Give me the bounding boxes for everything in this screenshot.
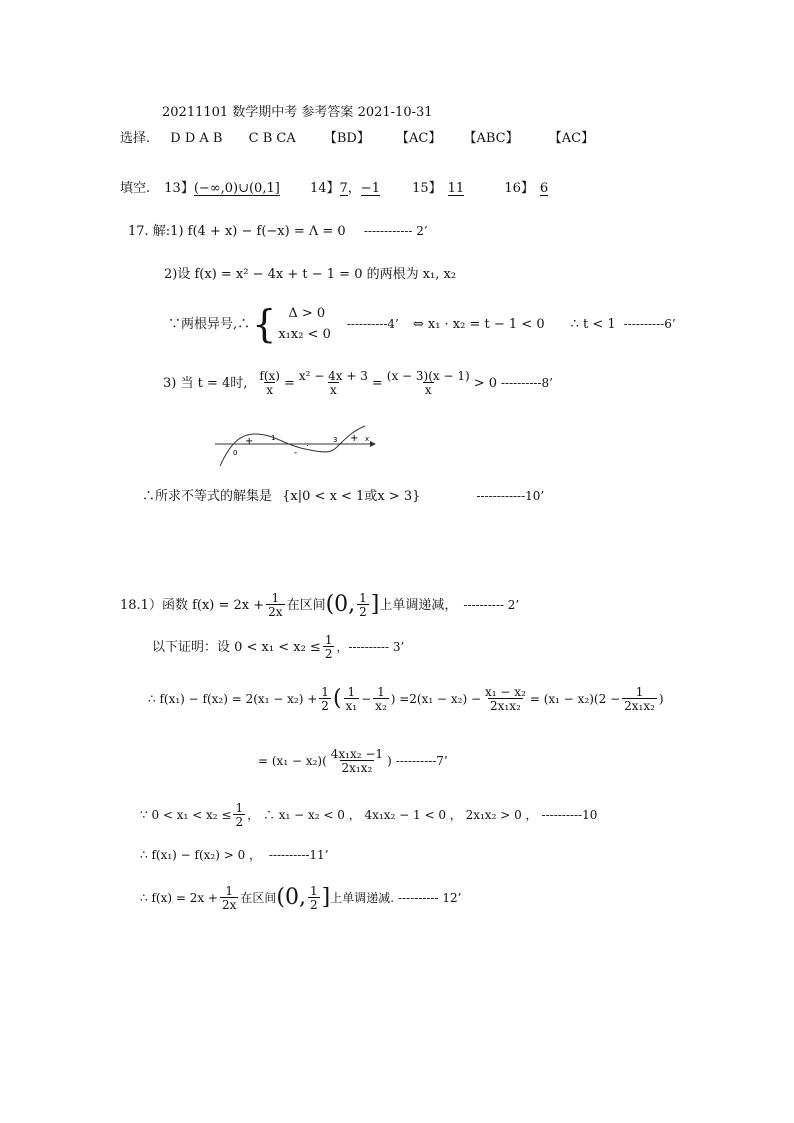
p18-step-6: ∴ f(x₁) − f(x₂) > 0 ， bbox=[140, 848, 262, 862]
p17-score-1: ------------ 2’ bbox=[363, 224, 428, 238]
p18-step-3-c: ) =2(x₁ − x₂) − bbox=[390, 692, 482, 706]
p18-step-3-a: ∴ f(x₁) − f(x₂) = 2(x₁ − x₂) + bbox=[148, 692, 318, 706]
choice-label: 选择. bbox=[120, 131, 151, 146]
p17-step-3-mid: ⇔ x₁ · x₂ = t − 1 < 0 bbox=[412, 316, 545, 332]
p17-step-3-pre: ∵两根异号,∴ bbox=[168, 316, 251, 332]
choice-answers-1: D D A B bbox=[170, 131, 223, 146]
p18-step-7-mid: 在区间 bbox=[240, 891, 277, 905]
p17-line-3 bbox=[168, 302, 676, 346]
p18-line-6 bbox=[140, 849, 329, 861]
page-title: 20211101 数学期中考 参考答案 2021-10-31 bbox=[162, 105, 433, 120]
sign-plus-1: + bbox=[245, 436, 254, 447]
p18-line-3 bbox=[148, 686, 664, 712]
p17-step-4-pre: 3) 当 t = 4时, bbox=[163, 375, 248, 391]
p18-line-5 bbox=[140, 802, 597, 828]
p18-step-7-pre: ∴ f(x) = 2x + bbox=[140, 891, 218, 905]
sign-dot: . bbox=[306, 439, 309, 449]
p18-score-4: ----------7’ bbox=[395, 754, 448, 768]
p18-interval-close: ] bbox=[370, 592, 380, 617]
p17-conditions bbox=[278, 307, 331, 341]
p18-score-5: ----------10 bbox=[541, 808, 598, 822]
p18-interval-fraction: 1 2 bbox=[359, 591, 367, 619]
fill-answer-16: 6 bbox=[539, 181, 549, 196]
p18-paren-open: ( bbox=[332, 686, 342, 711]
p18-step-1-mid: 在区间 bbox=[286, 597, 326, 613]
p17-step-4-post: > 0 bbox=[473, 375, 497, 391]
p18-score-2: ，---------- 3’ bbox=[336, 640, 405, 654]
p18-fraction-result: 4x₁x₂ −1 2x₁x₂ bbox=[330, 747, 384, 775]
choice-answers-2: C B CA bbox=[248, 131, 296, 146]
p18-fraction-last: $\frac{1}{\text{2x₁x₂}}$ bbox=[624, 685, 655, 713]
fill-q16: 16】 bbox=[504, 181, 534, 196]
label-one: 1 bbox=[271, 434, 276, 442]
sign-graph-figure bbox=[210, 422, 380, 472]
p18-step-5-b: ， ∴ x₁ − x₂ < 0 ， 4x₁x₂ − 1 < 0 ， 2x₁x₂ > 0 ， bbox=[247, 808, 538, 822]
p18-fraction-inv-x1: 1 x₁ bbox=[345, 685, 358, 713]
p18-fraction-1: $\frac{1}{2x}$ bbox=[268, 591, 283, 619]
fill-answer-14a: 7 bbox=[339, 181, 348, 196]
p18-fraction-7: $\frac{1}{2x}$ bbox=[221, 884, 237, 912]
p17-line-2: 2)设 f(x) = x² − 4x + t − 1 = 0 的两根为 x₁, x₂ bbox=[164, 267, 457, 282]
p17-fraction-1: $\frac{f(x)}{x}$ bbox=[259, 369, 280, 397]
fill-q13: 13】 bbox=[164, 181, 194, 196]
p18-step-1-post: 上单调递减， bbox=[379, 597, 458, 613]
sign-curve bbox=[220, 426, 365, 466]
p18-line-2 bbox=[152, 634, 404, 660]
p17-score-4: ----------8’ bbox=[500, 376, 553, 390]
p18-fraction-2: $\frac{1}{2}$ bbox=[324, 633, 333, 661]
p18-line-4 bbox=[258, 748, 448, 774]
fill-row bbox=[120, 182, 548, 196]
fill-answer-13: (−∞,0)∪(0,1] bbox=[193, 181, 280, 196]
p18-score-6: ----------11’ bbox=[268, 848, 329, 862]
p17-solution-set: {x|0 < x < 1或x > 3} bbox=[282, 489, 421, 504]
p17-step-1: 17. 解:1) f(4 + x) − f(−x) = Λ = 0 bbox=[128, 224, 346, 239]
p18-score-7: ---------- 12’ bbox=[398, 891, 462, 905]
p17-fraction-3: $\frac{(x - 3)(x - 1)}{x}$ bbox=[386, 369, 470, 397]
choice-row bbox=[120, 132, 594, 145]
label-x: x bbox=[365, 435, 370, 443]
choice-answer-9: 【BD】 bbox=[323, 131, 370, 146]
p18-step-7-post: 上单调递减. bbox=[330, 891, 395, 905]
p18-interval-7-open: (0, bbox=[276, 885, 306, 910]
choice-answer-11: 【ABC】 bbox=[463, 131, 519, 146]
label-three: 3 bbox=[333, 436, 338, 444]
p18-step-4-a: = (x₁ − x₂)( bbox=[258, 754, 327, 768]
p18-interval-7-close: ] bbox=[321, 885, 331, 910]
x-axis-arrow bbox=[370, 441, 376, 447]
p17-step-5: ∴所求不等式的解集是 bbox=[142, 489, 273, 504]
fill-q14: 14】 bbox=[309, 181, 340, 196]
p17-score-3: ----------6’ bbox=[623, 317, 676, 331]
p18-step-3-d: = (x₁ − x₂)(2 − bbox=[529, 692, 621, 706]
p17-line-1 bbox=[128, 225, 428, 238]
sign-minus: - bbox=[294, 448, 298, 458]
choice-answer-12: 【AC】 bbox=[548, 131, 595, 146]
p18-fraction-half: $\frac{1}{2}$ bbox=[321, 685, 329, 713]
p18-step-3-e: ) bbox=[658, 692, 664, 706]
choice-answer-10: 【AC】 bbox=[395, 131, 442, 146]
p18-step-5-a: ∵ 0 < x₁ < x₂ ≤ bbox=[140, 808, 232, 822]
p18-step-1-pre: 18.1）函数 f(x) = 2x + bbox=[120, 597, 265, 613]
brace-symbol: { bbox=[252, 302, 277, 346]
p17-condition-2: x₁x₂ < 0 bbox=[278, 327, 331, 342]
p17-fraction-2: $\frac{\text{x² − 4x + 3}}{x}$ bbox=[298, 369, 368, 397]
p18-fraction-bound: $\frac{1}{2}$ bbox=[235, 801, 244, 829]
fill-q15: 15】 bbox=[412, 181, 442, 196]
p17-condition-1: Δ > 0 bbox=[288, 306, 326, 321]
p18-fraction-inv-x2: $\frac{1}{\text{x₂}}$ bbox=[375, 685, 387, 713]
p18-minus: − bbox=[361, 692, 372, 706]
p17-score-2: ----------4’ bbox=[346, 317, 399, 331]
sign-plus-2: + bbox=[350, 433, 359, 444]
p17-line-5 bbox=[142, 490, 544, 503]
p17-line-4: 3) 当 t = 4时, $\frac{f(x)}{x}$ = $\frac{\text{x² − 4x + 3}}{x}$ = $\frac{(x - 3)(x - 1)}{x}$ > 0 ----------8’ bbox=[163, 369, 553, 397]
fill-answer-15: 11 bbox=[447, 181, 465, 196]
fill-label: 填空. bbox=[120, 181, 151, 196]
p17-score-5: ------------10’ bbox=[476, 489, 545, 503]
label-zero: 0 bbox=[233, 449, 238, 457]
fill-sep-14: ， bbox=[347, 181, 361, 196]
p18-interval-open: (0, bbox=[325, 592, 356, 617]
p18-interval-7-fraction: 1 2 bbox=[309, 884, 318, 912]
p17-step-3-conclusion: ∴ t < 1 bbox=[570, 316, 616, 332]
p18-fraction-diff: $\frac{\text{x₁ − x₂}}{\text{2x₁x₂}}$ bbox=[485, 685, 526, 713]
p18-line-7 bbox=[140, 885, 462, 911]
p18-score-1: ---------- 2’ bbox=[463, 598, 520, 612]
p18-step-4-b: ) bbox=[387, 754, 392, 768]
p18-line-1 bbox=[120, 592, 519, 618]
p18-step-2-pre: 以下证明：设 0 < x₁ < x₂ ≤ bbox=[152, 639, 321, 655]
fill-answer-14b: −1 bbox=[360, 181, 380, 196]
